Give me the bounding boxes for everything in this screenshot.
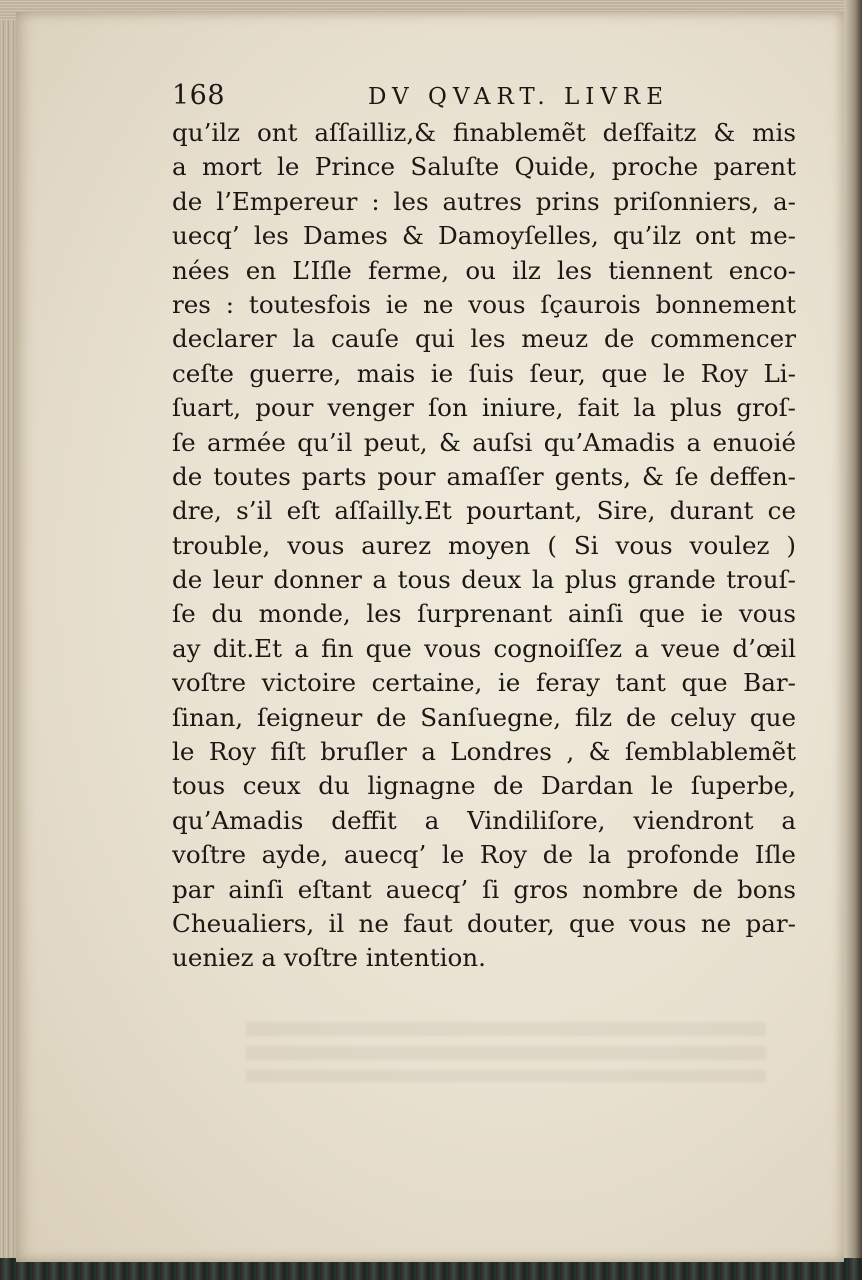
text-line: trouble, vous aurez moyen ( Si vous voulez ) [172,530,796,560]
text-line: declarer la cauſe qui les meuz de commencer [172,324,796,354]
book-gutter-edge [844,0,862,1280]
text-line: nées en L’Iſle ferme, ou ilz les tiennent enco- [172,255,796,285]
text-line: qu’Amadis deffit a Vindiliſore, viendront a [172,805,796,835]
text-line: par ainſi eſtant auecq’ ſi gros nombre de bons [172,874,796,904]
text-line: de toutes parts pour amaſſer gents, & ſe deffen- [172,461,796,491]
book-page [16,12,844,1262]
text-line: voſtre victoire certaine, ie feray tant que Bar- [172,668,796,698]
text-line: tous ceux du lignagne de Dardan le ſuperbe, [172,771,796,801]
text-line: ſe armée qu’il peut, & auſsi qu’Amadis a enuoié [172,427,796,457]
text-line: res : toutesfois ie ne vous ſçaurois bonnement [172,289,796,319]
page-header [172,80,702,120]
page-number: 168 [172,80,226,111]
text-line: ſe du monde, les ſurprenant ainſi que ie vous [172,599,796,629]
text-line: ceſte guerre, mais ie ſuis ſeur, que le Roy Li- [172,358,796,388]
text-line: a mort le Prince Saluſte Quide, proche parent [172,152,796,182]
running-head: DV QVART. LIVRE [368,84,670,110]
text-line-last: ueniez a voſtre intention. [172,943,486,973]
text-line: de l’Empereur : les autres prins priſonniers, a- [172,186,796,216]
text-line: le Roy fiſt bruſler a Londres , & ſemblablemẽt [172,737,796,767]
text-line: de leur donner a tous deux la plus grande trouſ- [172,565,796,595]
text-line: ay dit.Et a fin que vous cognoiſſez a veue d’œil [172,633,796,663]
body-text [172,116,796,976]
text-line: ſinan, ſeigneur de Sanſuegne, filz de celuy que [172,702,796,732]
text-line: Cheualiers, il ne faut douter, que vous ne par- [172,908,796,938]
text-line: ſuart, pour venger ſon iniure, fait la plus groſ- [172,393,796,423]
text-line: uecq’ les Dames & Damoyſelles, qu’ilz ont me- [172,221,796,251]
text-line: qu’ilz ont aſſailliz,& finablemẽt deſfaitz & mis [172,118,796,147]
text-line: dre, s’il eſt aſſailly.Et pourtant, Sire, durant ce [172,496,796,526]
text-line: voſtre ayde, auecq’ le Roy de la profonde Iſle [172,840,796,870]
show-through-text [246,1022,766,1082]
